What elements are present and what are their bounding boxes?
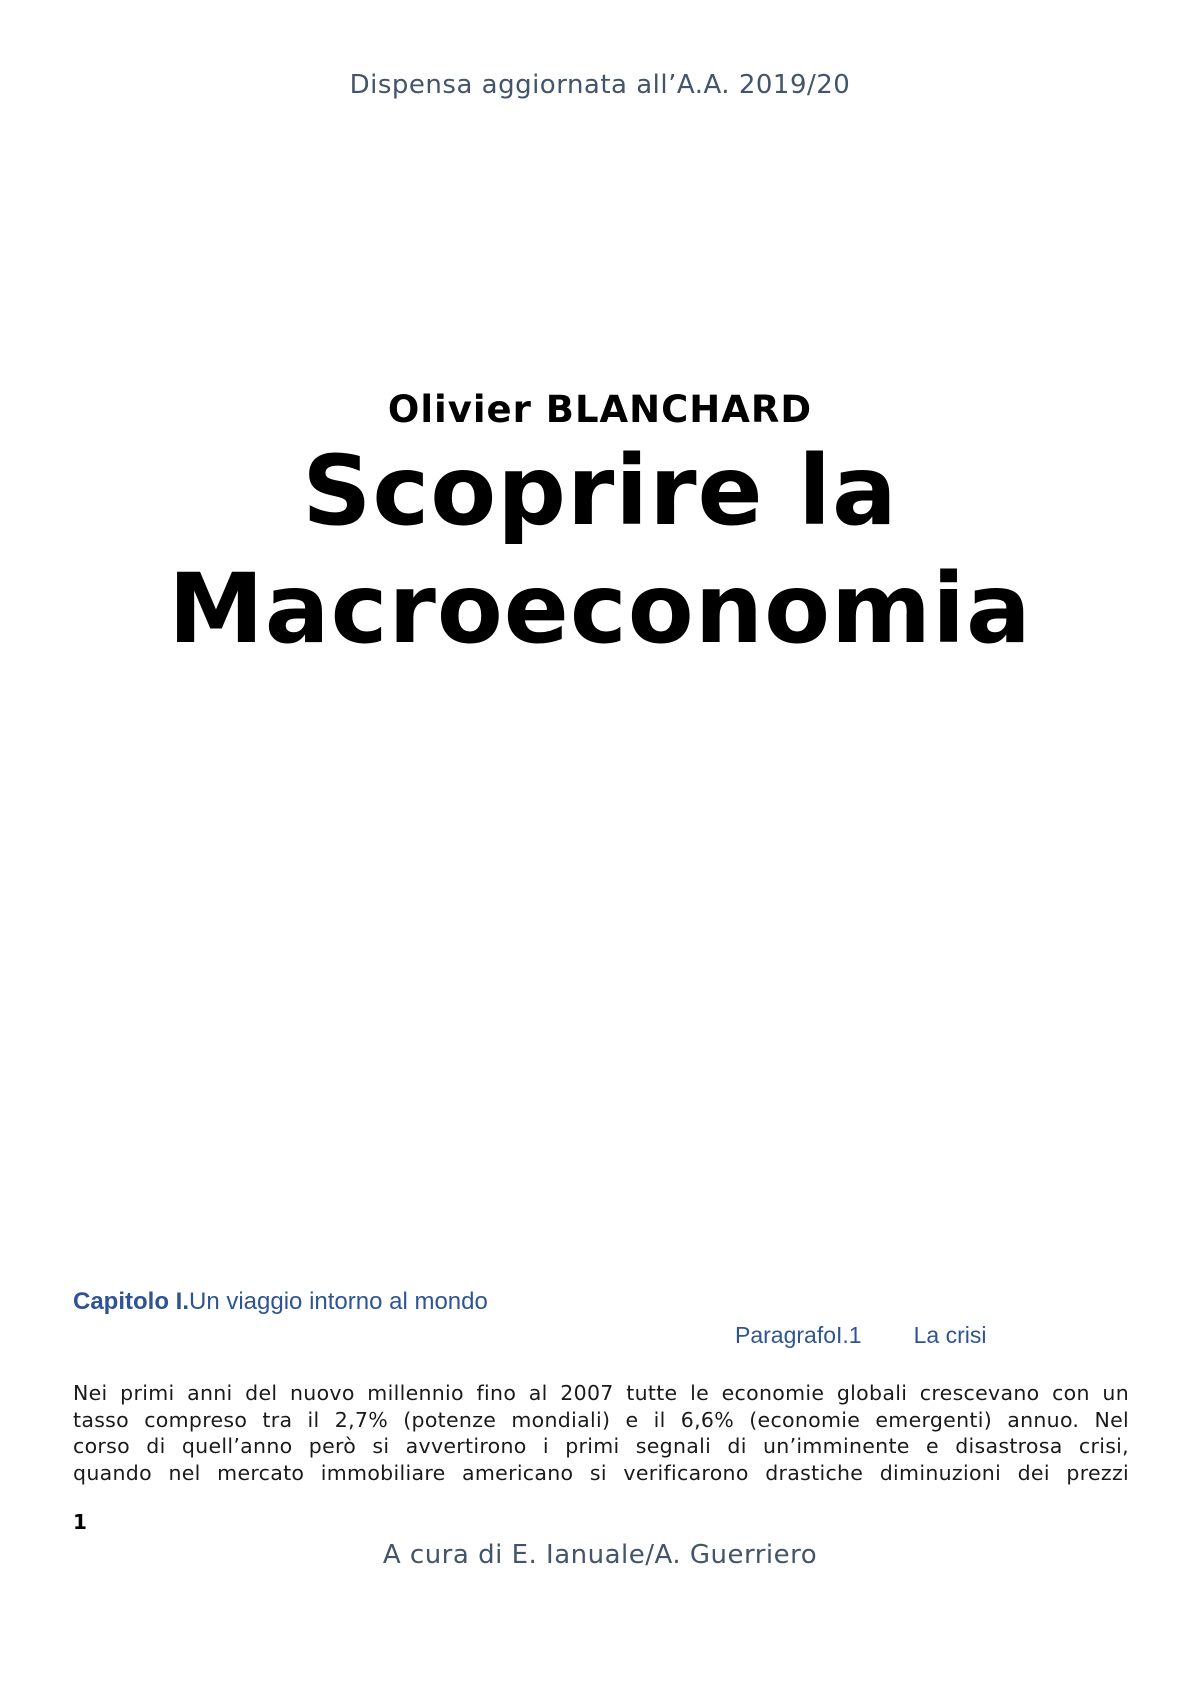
body-line: tasso compreso tra il 2,7% (potenze mondiali) e il 6,6% (economie emergenti) annuo. Nel [73,1407,1129,1432]
paragraph-title: La crisi [913,1322,987,1348]
paragraph-number: ParagrafoI.1 [735,1322,862,1348]
chapter-title: Un viaggio intorno al mondo [189,1288,488,1315]
paragraph-heading [735,1322,986,1349]
body-line: quando nel mercato immobiliare americano si verificarono drastiche diminuzioni dei prezzi [73,1460,1129,1485]
page-footer: A cura di E. Ianuale/A. Guerriero [382,1540,818,1570]
body-line: Nei primi anni del nuovo millennio fino al 2007 tutte le economie globali crescevano con un [73,1381,1129,1405]
author-name: Olivier BLANCHARD [387,388,813,431]
body-paragraph [73,1380,1129,1486]
chapter-number: Capitolo I. [73,1288,189,1315]
page-number: 1 [73,1510,87,1534]
page-header: Dispensa aggiornata all’A.A. 2019/20 [349,70,851,100]
book-title-line-1: Scoprire la [302,435,898,547]
body-line: corso di quell’anno però si avvertirono i primi segnali di un’imminente e disastrosa crisi, [73,1434,1129,1458]
chapter-heading [73,1288,488,1316]
book-title-line-2: Macroeconomia [168,553,1032,665]
book-title [0,432,1200,668]
